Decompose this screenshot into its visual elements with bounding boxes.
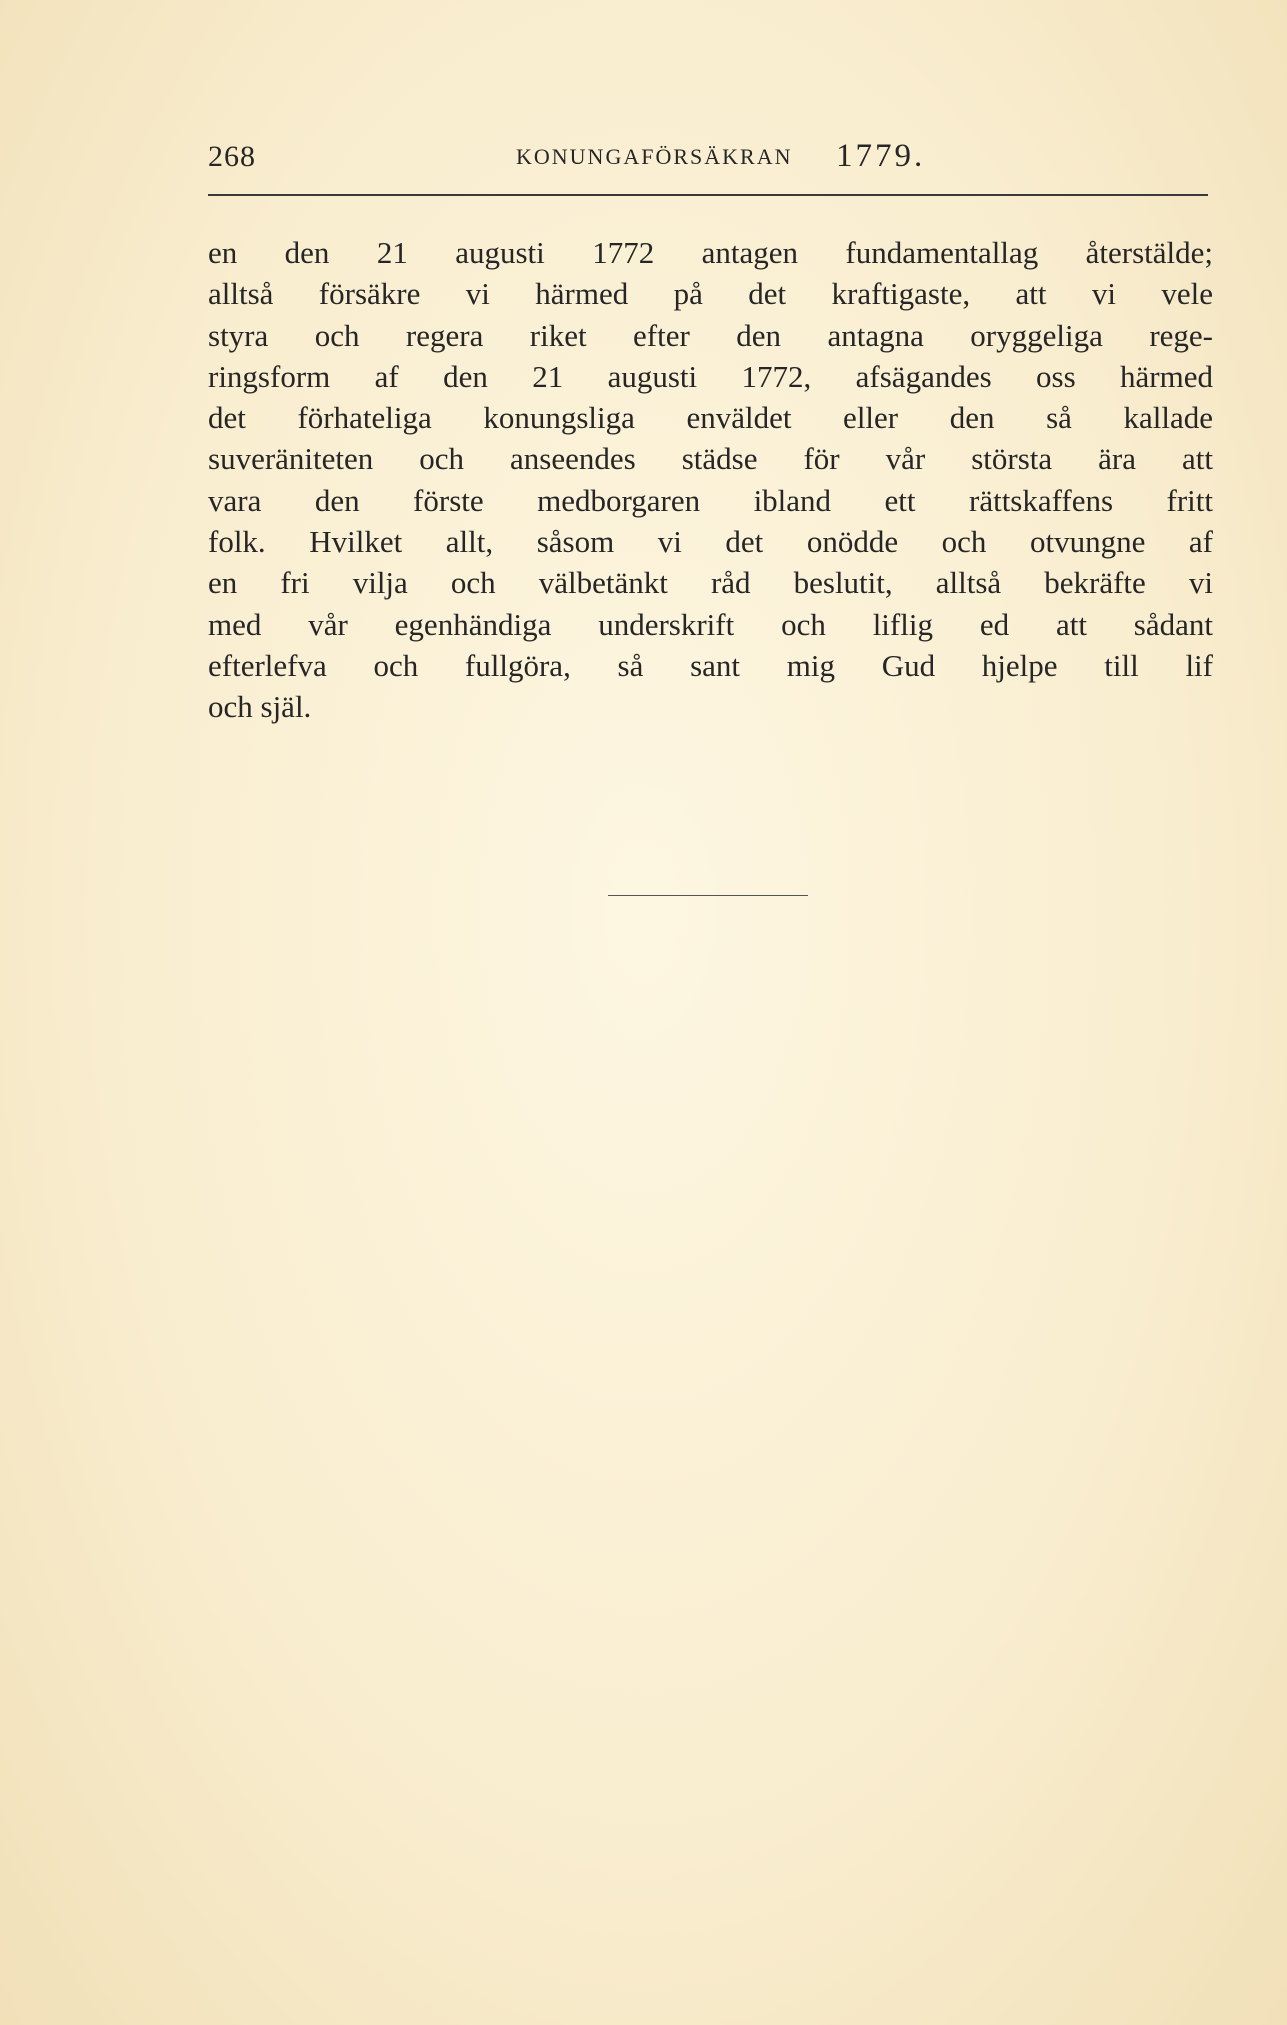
- section-end-rule: [608, 895, 808, 896]
- text-line: [208, 356, 1213, 397]
- text-line-content: ringsform af den 21 augusti 1772, afsägandes oss härmed: [208, 358, 1213, 394]
- text-line-content: alltså försäkre vi härmed på det kraftigaste, att vi vele: [208, 276, 1213, 312]
- text-line-content: styra och regera riket efter den antagna oryggeliga rege-: [208, 317, 1213, 353]
- running-title: KONUNGAFÖRSÄKRAN: [516, 144, 793, 169]
- text-line: [208, 604, 1213, 645]
- text-line: [208, 686, 1213, 727]
- text-line-content: en fri vilja och välbetänkt råd beslutit, alltså bekräfte vi: [208, 565, 1213, 601]
- text-line: [208, 273, 1213, 314]
- header-rule: [208, 194, 1208, 196]
- running-year: 1779.: [836, 138, 926, 174]
- text-line: [208, 521, 1213, 562]
- text-line: [208, 397, 1213, 438]
- running-head: [208, 140, 1208, 184]
- text-line: [208, 480, 1213, 521]
- text-line-content: och själ.: [208, 689, 312, 725]
- text-line-content: suveräniteten och anseendes städse för vår största ära att: [208, 441, 1213, 477]
- text-line: [208, 232, 1213, 273]
- text-line-content: det förhateliga konungsliga enväldet eller den så kallade: [208, 400, 1213, 436]
- text-line-content: med vår egenhändiga underskrift och liflig ed att sådant: [208, 606, 1213, 642]
- text-line: [208, 562, 1213, 603]
- text-line-content: en den 21 augusti 1772 antagen fundamentallag återstälde;: [208, 235, 1213, 270]
- body-text: [208, 232, 1213, 728]
- text-line-content: vara den förste medborgaren ibland ett rättskaffens fritt: [208, 482, 1213, 518]
- text-line-content: folk. Hvilket allt, såsom vi det onödde och otvungne af: [208, 524, 1213, 560]
- page-number: 268: [208, 140, 256, 173]
- text-line: [208, 645, 1213, 686]
- text-line-content: efterlefva och fullgöra, så sant mig Gud hjelpe till lif: [208, 647, 1213, 683]
- text-line: [208, 438, 1213, 479]
- text-line: [208, 315, 1213, 356]
